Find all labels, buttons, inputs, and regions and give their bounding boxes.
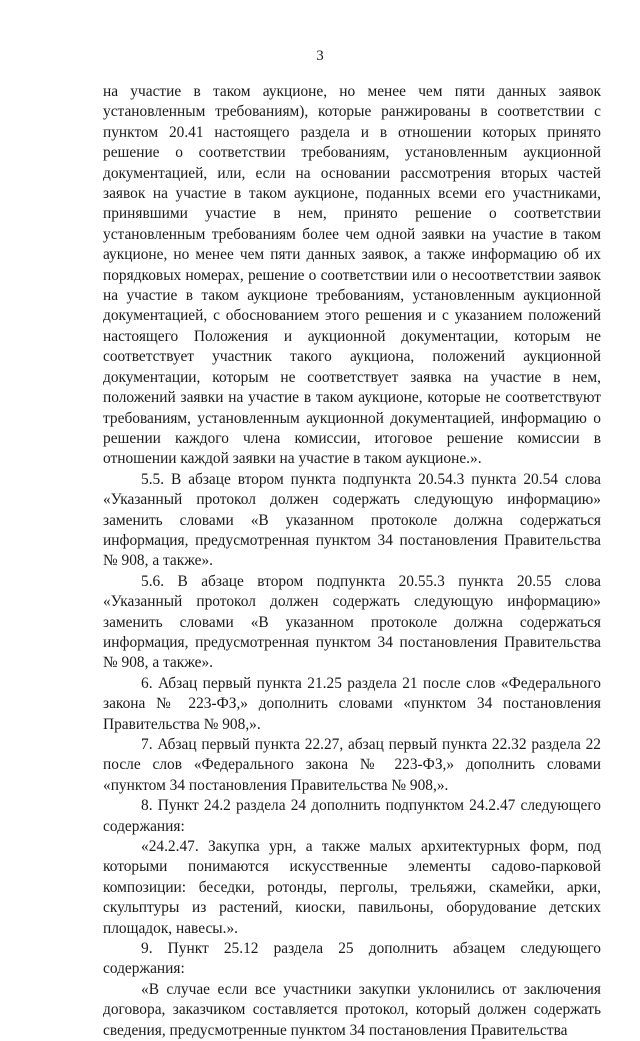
paragraph-5-6: 5.6. В абзаце втором подпункта 20.55.3 пункта 20.55 слова «Указанный протокол должен содержать следующую информацию» заменить словами «В указанном протоколе должна содержаться информация, предусмотренная пунктом 34 постановления Правительства № 908, а также». [103,572,601,672]
paragraph-6: 6. Абзац первый пункта 21.25 раздела 21 после слов «Федерального закона № 223-ФЗ,» дополнить словами «пунктом 34 постановления Правительства № 908,». [103,674,601,733]
document-body [103,82,601,1041]
paragraph-quote-start: «В случае если все участники закупки уклонились от заключения договора, заказчиком составляется протокол, который должен содержать сведения, предусмотренные пунктом 34 постановления Правительства [103,980,601,1039]
paragraph-continuation: на участие в таком аукционе, но менее чем пяти данных заявок установленным требованиям), которые ранжированы в соответствии с пунктом 20.41 настоящего раздела и в отношении которых принято решение о соответствии требованиям, установленным аукционной документацией, или, если на основании рассмотрения вторых частей заявок на участие в таком аукционе, поданных всеми его участниками, принявшими участие в нем, принято решение о соответствии установленным требованиям более чем одной заявки на участие в таком аукционе, но менее чем пяти данных заявок, а также информацию об их порядковых номерах, решение о соответствии или о несоответствии заявок на участие в таком аукционе требованиям, установленным аукционной документацией, с обоснованием этого решения и с указанием положений настоящего Положения и аукционной документации, которым не соответствует участник такого аукциона, положений аукционной документации, которым не соответствует заявка на участие в нем, положений заявки на участие в таком аукционе, которые не соответствуют требованиям, установленным аукционной документацией, информацию о решении каждого члена комиссии, итоговое решение комиссии в отношении каждой заявки на участие в таком аукционе.». [103,83,601,468]
paragraph-5-5: 5.5. В абзаце втором пункта подпункта 20.54.3 пункта 20.54 слова «Указанный протокол должен содержать следующую информацию» заменить словами «В указанном протоколе должна содержаться информация, предусмотренная пунктом 34 постановления Правительства № 908, а также». [103,470,601,570]
paragraph-9: 9. Пункт 25.12 раздела 25 дополнить абзацем следующего содержания: [103,940,601,978]
paragraph-24-2-47: «24.2.47. Закупка урн, а также малых архитектурных форм, под которыми понимаются искусственные элементы садово-парковой композиции: беседки, ротонды, перголы, трельяжи, скамейки, арки, скульптуры из растений, киоски, павильоны, оборудование детских площадок, навесы.». [103,838,601,937]
paragraph-8: 8. Пункт 24.2 раздела 24 дополнить подпунктом 24.2.47 следующего содержания: [103,797,601,835]
paragraph-7: 7. Абзац первый пункта 22.27, абзац первый пункта 22.32 раздела 22 после слов «Федерального закона № 223-ФЗ,» дополнить словами «пунктом 34 постановления Правительства № 908,». [103,736,601,794]
page-number: 3 [316,48,324,64]
